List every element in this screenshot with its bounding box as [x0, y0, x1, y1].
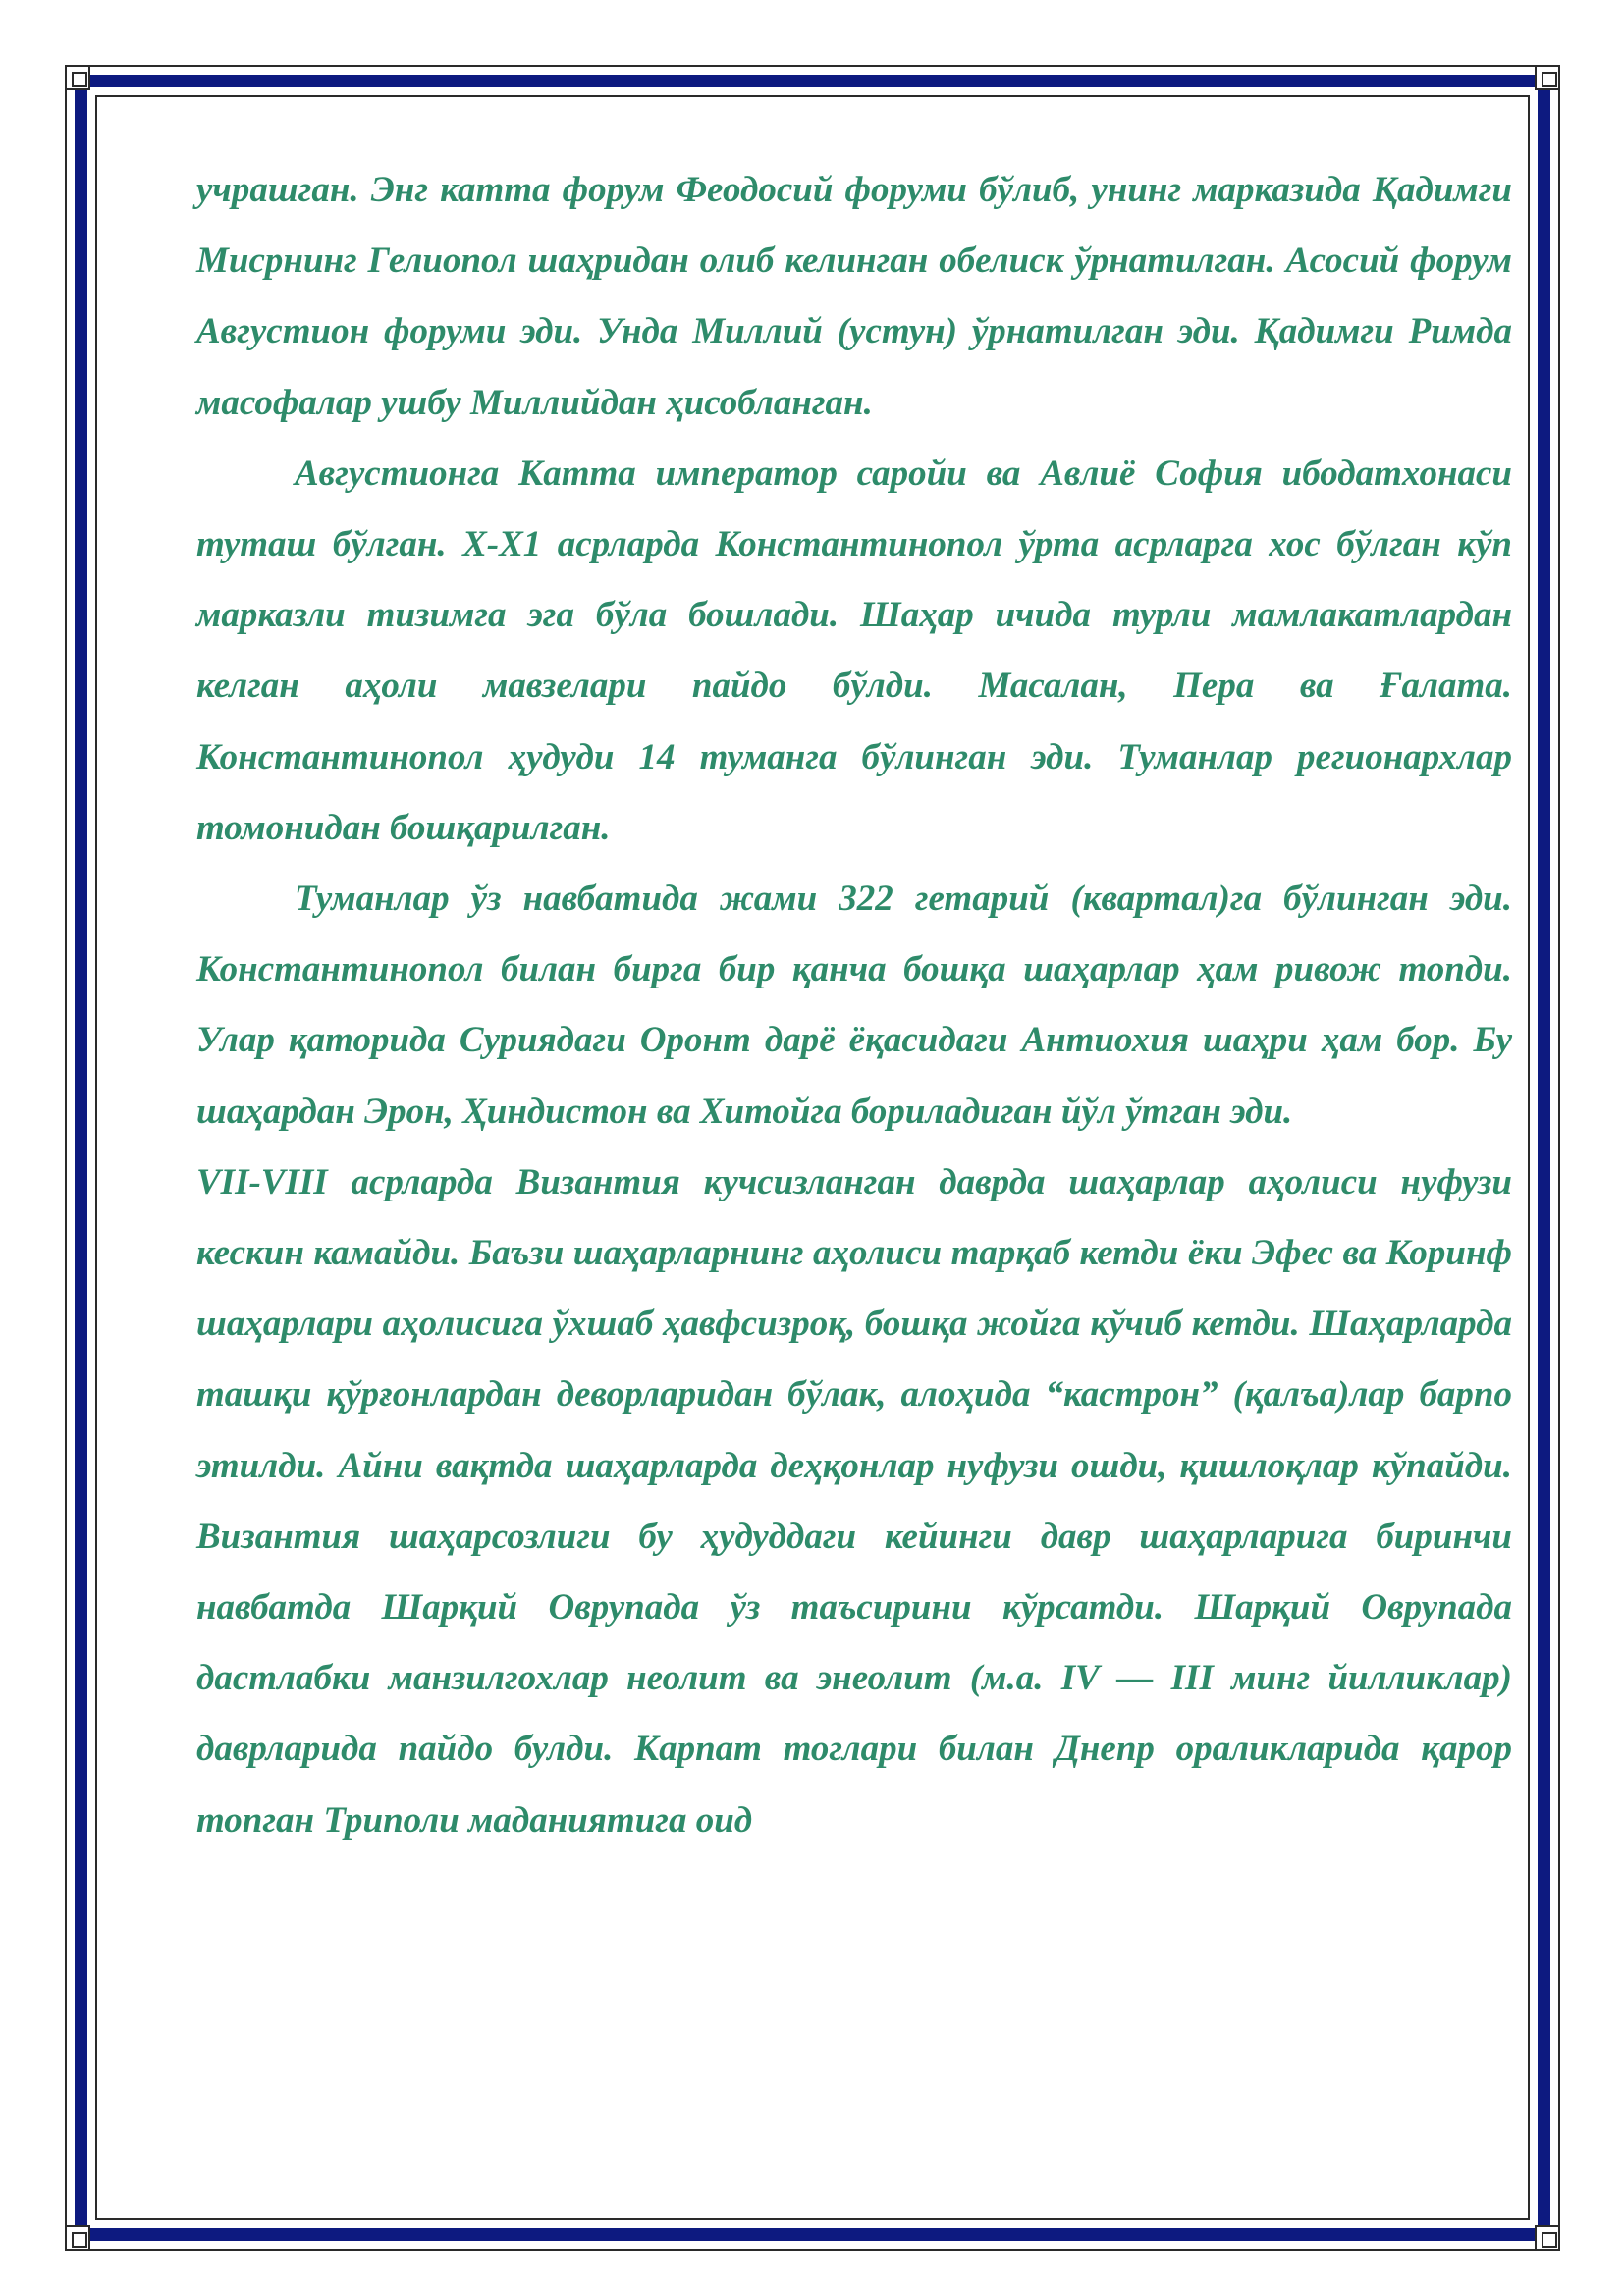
corner-ornament-bottom-right: [1535, 2225, 1560, 2251]
paragraph: VII-VIII асрларда Византия кучсизланган даврда шаҳарлар аҳолиси нуфузи кескин камайди. Баъзи шаҳарларнинг аҳолиси тарқаб кетди ёки Эфес ва Коринф шаҳарлари аҳолисига ўхшаб ҳавфсизроқ, бошқа жойга кўчиб кетди. Шаҳарларда ташқи қўрғонлардан деворларидан бўлак, алоҳида “кастрон” (қалъа)лар барпо этилди. Айни вақтда шаҳарларда деҳқонлар нуфузи ошди, қишлоқлар кўпайди. Византия шаҳарсозлиги бу ҳудуддаги кейинги давр шаҳарларига биринчи навбатда Шарқий Оврупада ўз таъсирини кўрсатди. Шарқий Оврупада дастлабки манзилгохлар неолит ва энеолит (м.а. IV — III минг йилликлар) даврларида пайдо булди. Карпат тоглари билан Днепр ораликларида қарор топган Триполи маданиятига оид: [196, 1161, 1512, 1841]
document-body: [196, 155, 1512, 1856]
paragraph: Туманлар ўз навбатида жами 322 гетарий (квартал)га бўлинган эди. Константинопол билан бирга бир қанча бошқа шаҳарлар ҳам ривож топди. Улар қаторида Суриядаги Оронт дарё ёқасидаги Антиохия шаҳри ҳам бор. Бу шаҳардан Эрон, Ҳиндистон ва Хитойга бориладиган йўл ўтган эди.: [196, 879, 1512, 1132]
paragraph: Августионга Катта император саройи ва Авлиё София ибодатхонаси туташ бўлган. X-X1 асрларда Константинопол ўрта асрларга хос бўлган кўп марказли тизимга эга бўла бошлади. Шаҳар ичида турли мамлакатлардан келган аҳоли мавзелари пайдо бўлди. Масалан, Пера ва Ғалата. Константинопол ҳудуди 14 туманга бўлинган эди. Туманлар регионархлар томонидан бошқарилган.: [196, 453, 1512, 848]
corner-ornament-bottom-left: [65, 2225, 90, 2251]
corner-ornament-top-right: [1535, 65, 1560, 90]
corner-ornament-top-left: [65, 65, 90, 90]
paragraph: учрашган. Энг катта форум Феодосий форуми бўлиб, унинг марказида Қадимги Мисрнинг Гелиопол шаҳридан олиб келинган обелиск ўрнатилган. Асосий форум Августион форуми эди. Унда Миллий (устун) ўрнатилган эди. Қадимги Римда масофалар ушбу Миллийдан ҳисобланган.: [196, 170, 1512, 423]
